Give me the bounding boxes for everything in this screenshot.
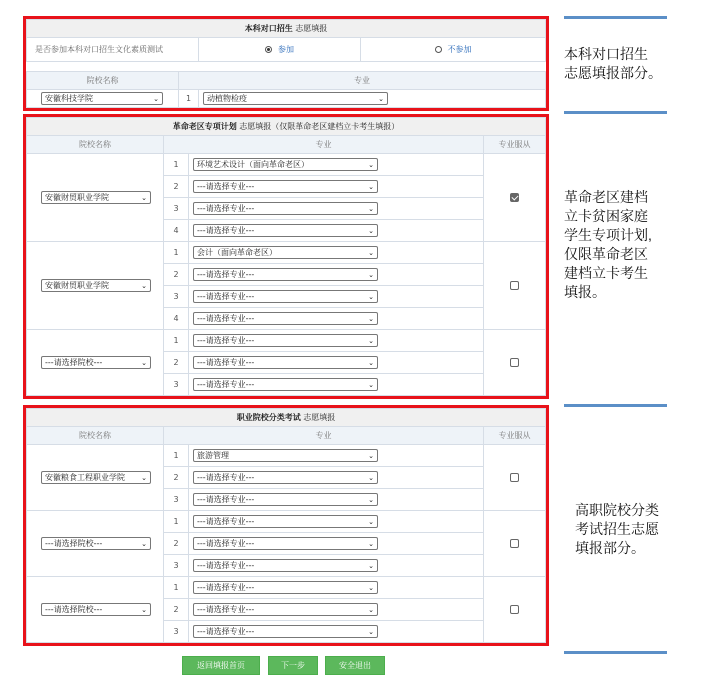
row-number: 1 [164, 577, 189, 599]
col-school: 院校名称 [27, 72, 179, 90]
col-obey: 专业服从 [484, 136, 546, 154]
table-row [27, 445, 546, 467]
chevron-down-icon: ⌄ [368, 314, 374, 323]
table-row [27, 154, 546, 176]
major-select[interactable]: ---请选择专业--- ⌄ [193, 581, 378, 594]
back-home-button[interactable]: 返回填报首页 [182, 656, 260, 675]
school-select[interactable]: 安徽科技学院 ⌄ [41, 92, 163, 105]
row-number: 3 [164, 286, 189, 308]
chevron-down-icon: ⌄ [368, 292, 374, 301]
radio-not-participate[interactable]: 不参加 [361, 38, 546, 62]
major-select[interactable]: ---请选择专业--- ⌄ [193, 268, 378, 281]
col-major: 专业 [164, 136, 484, 154]
chevron-down-icon: ⌄ [368, 583, 374, 592]
row-number: 2 [164, 176, 189, 198]
chevron-down-icon: ⌄ [153, 94, 159, 103]
row-number: 3 [164, 374, 189, 396]
chevron-down-icon: ⌄ [368, 539, 374, 548]
chevron-down-icon: ⌄ [368, 182, 374, 191]
chevron-down-icon: ⌄ [141, 473, 147, 482]
major-select[interactable]: ---请选择专业--- ⌄ [193, 378, 378, 391]
table-row [27, 330, 546, 352]
chevron-down-icon: ⌄ [368, 605, 374, 614]
major-select[interactable]: ---请选择专业--- ⌄ [193, 202, 378, 215]
row-number: 1 [164, 511, 189, 533]
col-school: 院校名称 [27, 427, 164, 445]
major-select[interactable]: ---请选择专业--- ⌄ [193, 559, 378, 572]
next-step-button[interactable]: 下一步 [268, 656, 318, 675]
major-select[interactable]: 会计（面向革命老区） ⌄ [193, 246, 378, 259]
culture-test-question: 是否参加本科对口招生文化素质测试 [27, 38, 199, 62]
chevron-down-icon: ⌄ [141, 193, 147, 202]
major-select[interactable]: 环境艺术设计（面向革命老区） ⌄ [193, 158, 378, 171]
chevron-down-icon: ⌄ [368, 517, 374, 526]
vocational-title: 职业院校分类考试 志愿填报 [27, 409, 546, 427]
vocational-section [23, 405, 549, 646]
spacer [27, 62, 546, 72]
col-major: 专业 [164, 427, 484, 445]
major-select[interactable]: ---请选择专业--- ⌄ [193, 312, 378, 325]
col-obey: 专业服从 [484, 427, 546, 445]
undergrad-title: 本科对口招生 志愿填报 [27, 20, 546, 38]
school-select[interactable]: 安徽财贸职业学院 ⌄ [41, 191, 151, 204]
table-row [27, 511, 546, 533]
major-select[interactable]: ---请选择专业--- ⌄ [193, 224, 378, 237]
chevron-down-icon: ⌄ [141, 539, 147, 548]
row-number: 1 [164, 330, 189, 352]
chevron-down-icon: ⌄ [368, 248, 374, 257]
major-select[interactable]: ---请选择专业--- ⌄ [193, 290, 378, 303]
row-number: 2 [164, 264, 189, 286]
major-select[interactable]: ---请选择专业--- ⌄ [193, 537, 378, 550]
divider [564, 404, 667, 407]
row-number: 2 [164, 599, 189, 621]
major-select[interactable]: ---请选择专业--- ⌄ [193, 471, 378, 484]
major-select[interactable]: ---请选择专业--- ⌄ [193, 515, 378, 528]
chevron-down-icon: ⌄ [368, 495, 374, 504]
divider [564, 651, 667, 654]
row-number: 3 [164, 489, 189, 511]
safe-exit-button[interactable]: 安全退出 [325, 656, 385, 675]
major-select[interactable]: ---请选择专业--- ⌄ [193, 334, 378, 347]
school-select[interactable]: 安徽财贸职业学院 ⌄ [41, 279, 151, 292]
row-number: 1 [164, 154, 189, 176]
major-select[interactable]: 旅游管理 ⌄ [193, 449, 378, 462]
chevron-down-icon: ⌄ [368, 160, 374, 169]
radio-icon [265, 46, 272, 53]
major-select[interactable]: ---请选择专业--- ⌄ [193, 356, 378, 369]
chevron-down-icon: ⌄ [368, 627, 374, 636]
col-school: 院校名称 [27, 136, 164, 154]
note-vocational: 高职院校分类 考试招生志愿 填报部分。 [575, 502, 659, 556]
obey-checkbox[interactable] [510, 358, 519, 367]
school-select[interactable]: ---请选择院校--- ⌄ [41, 537, 151, 550]
col-major: 专业 [179, 72, 546, 90]
obey-checkbox[interactable] [510, 193, 519, 202]
row-number: 4 [164, 308, 189, 330]
chevron-down-icon: ⌄ [368, 336, 374, 345]
divider [564, 16, 667, 19]
note-undergrad: 本科对口招生 志愿填报部分。 [564, 46, 662, 81]
major-select[interactable]: ---请选择专业--- ⌄ [193, 493, 378, 506]
chevron-down-icon: ⌄ [368, 451, 374, 460]
row-number: 2 [164, 352, 189, 374]
chevron-down-icon: ⌄ [368, 561, 374, 570]
obey-checkbox[interactable] [510, 539, 519, 548]
chevron-down-icon: ⌄ [368, 226, 374, 235]
row-number: 3 [164, 621, 189, 643]
major-select[interactable]: ---请选择专业--- ⌄ [193, 180, 378, 193]
row-number: 1 [164, 445, 189, 467]
undergrad-section: 本科对口招生 志愿填报 是否参加本科对口招生文化素质测试 参加 不参加 院校名称 专业 安徽科技学院 ⌄ 1 动植物检疫 ⌄ [23, 16, 549, 111]
chevron-down-icon: ⌄ [368, 270, 374, 279]
row-number: 3 [164, 198, 189, 220]
table-row [27, 242, 546, 264]
major-select[interactable]: ---请选择专业--- ⌄ [193, 603, 378, 616]
row-number: 2 [164, 467, 189, 489]
old-revolutionary-title: 革命老区专项计划 志愿填报（仅限革命老区建档立卡考生填报） [27, 118, 546, 136]
divider [564, 111, 667, 114]
major-select[interactable]: ---请选择专业--- ⌄ [193, 625, 378, 638]
chevron-down-icon: ⌄ [141, 605, 147, 614]
note-old-revolutionary: 革命老区建档 立卡贫困家庭 学生专项计划, 仅限革命老区 建档立卡考生 填报。 [564, 189, 652, 300]
obey-checkbox[interactable] [510, 281, 519, 290]
radio-participate[interactable]: 参加 [199, 38, 361, 62]
chevron-down-icon: ⌄ [368, 204, 374, 213]
chevron-down-icon: ⌄ [378, 94, 384, 103]
obey-checkbox[interactable] [510, 473, 519, 482]
row-number: 1 [164, 242, 189, 264]
old-revolutionary-section [23, 114, 549, 399]
chevron-down-icon: ⌄ [368, 358, 374, 367]
radio-icon [435, 46, 442, 53]
chevron-down-icon: ⌄ [368, 473, 374, 482]
school-select[interactable]: ---请选择院校--- ⌄ [41, 603, 151, 616]
row-number: 2 [164, 533, 189, 555]
chevron-down-icon: ⌄ [141, 358, 147, 367]
major-select[interactable]: 动植物检疫 ⌄ [203, 92, 388, 105]
school-select[interactable]: ---请选择院校--- ⌄ [41, 356, 151, 369]
school-select[interactable]: 安徽粮食工程职业学院 ⌄ [41, 471, 151, 484]
chevron-down-icon: ⌄ [141, 281, 147, 290]
row-number: 4 [164, 220, 189, 242]
obey-checkbox[interactable] [510, 605, 519, 614]
table-row [27, 577, 546, 599]
chevron-down-icon: ⌄ [368, 380, 374, 389]
row-number: 3 [164, 555, 189, 577]
